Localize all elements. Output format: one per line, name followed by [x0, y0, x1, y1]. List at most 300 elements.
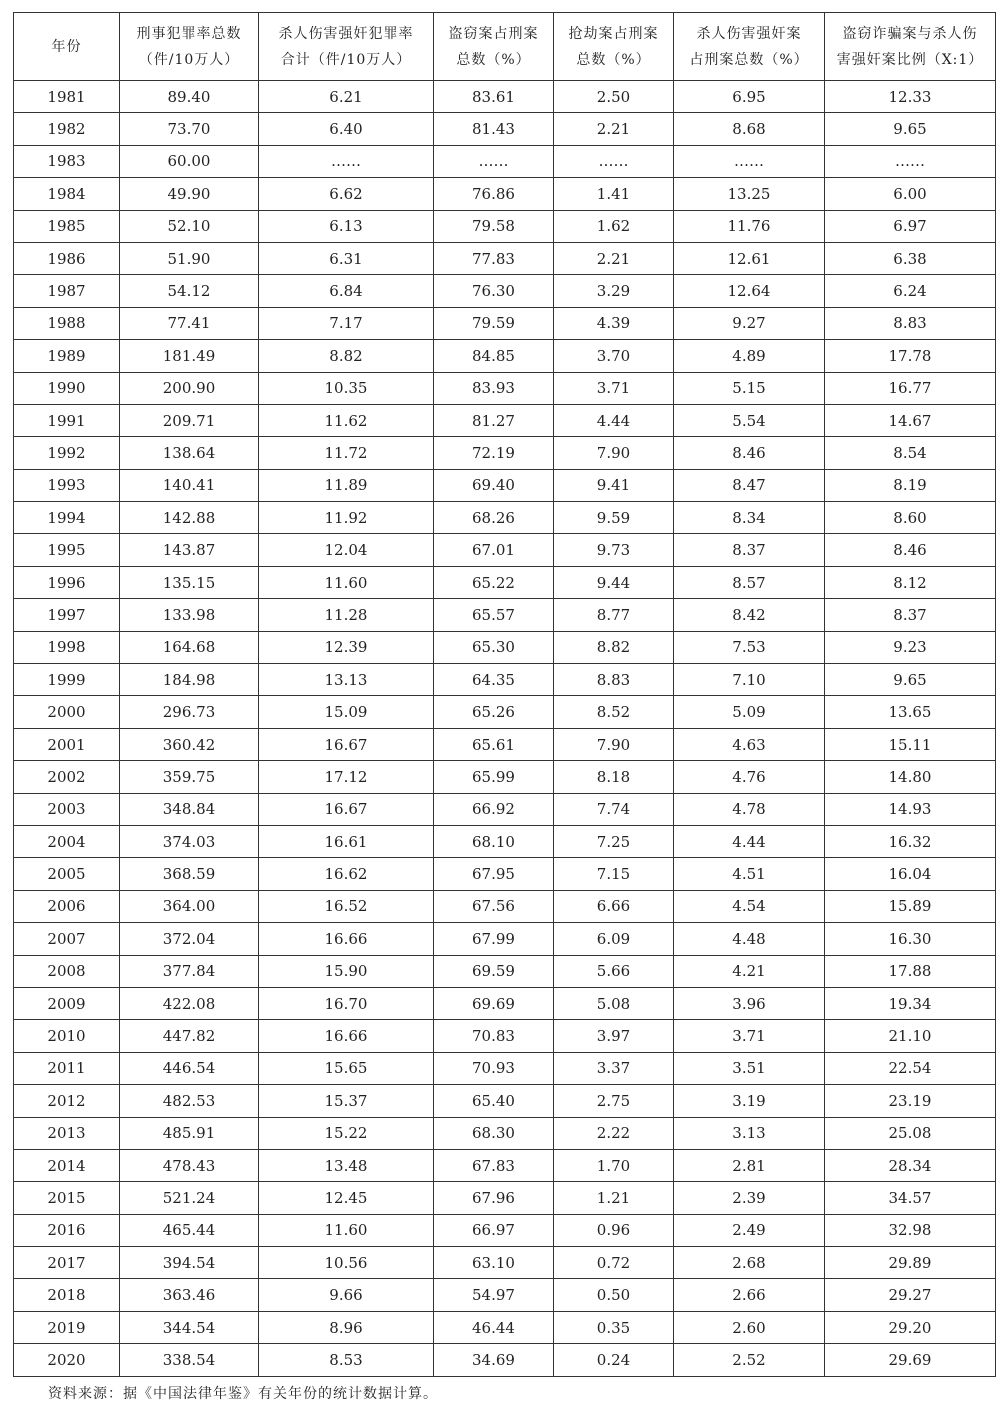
value-cell: 7.90: [554, 437, 674, 469]
value-cell: 4.21: [674, 955, 825, 987]
value-cell: 13.48: [259, 1149, 434, 1181]
value-cell: 81.43: [434, 113, 554, 145]
table-row: [14, 1149, 996, 1181]
value-cell: 14.67: [825, 404, 996, 436]
value-cell: 1.41: [554, 178, 674, 210]
value-cell: 6.13: [259, 210, 434, 242]
year-cell: 2014: [14, 1149, 120, 1181]
value-cell: 12.61: [674, 242, 825, 274]
value-cell: 34.57: [825, 1182, 996, 1214]
value-cell: 133.98: [120, 599, 259, 631]
year-cell: 2020: [14, 1344, 120, 1376]
value-cell: 7.74: [554, 793, 674, 825]
value-cell: 17.88: [825, 955, 996, 987]
table-row: [14, 1214, 996, 1246]
value-cell: 0.72: [554, 1247, 674, 1279]
table-row: [14, 825, 996, 857]
table-row: [14, 1085, 996, 1117]
value-cell: 84.85: [434, 340, 554, 372]
year-cell: 2001: [14, 728, 120, 760]
value-cell: 3.97: [554, 1020, 674, 1052]
value-cell: 3.37: [554, 1052, 674, 1084]
value-cell: 72.19: [434, 437, 554, 469]
value-cell: 9.41: [554, 469, 674, 501]
value-cell: 34.69: [434, 1344, 554, 1376]
year-cell: 2019: [14, 1311, 120, 1343]
value-cell: 4.89: [674, 340, 825, 372]
year-cell: 1986: [14, 242, 120, 274]
value-cell: 4.63: [674, 728, 825, 760]
value-cell: 12.04: [259, 534, 434, 566]
value-cell: 32.98: [825, 1214, 996, 1246]
table-row: [14, 1052, 996, 1084]
value-cell: 68.30: [434, 1117, 554, 1149]
value-cell: 5.54: [674, 404, 825, 436]
year-cell: 2007: [14, 923, 120, 955]
value-cell: 11.62: [259, 404, 434, 436]
value-cell: 142.88: [120, 502, 259, 534]
value-cell: 17.78: [825, 340, 996, 372]
value-cell: 1.21: [554, 1182, 674, 1214]
value-cell: 2.21: [554, 113, 674, 145]
value-cell: 6.66: [554, 890, 674, 922]
table-row: [14, 1020, 996, 1052]
value-cell: 8.83: [554, 664, 674, 696]
year-cell: 2015: [14, 1182, 120, 1214]
value-cell: 66.97: [434, 1214, 554, 1246]
value-cell: 81.27: [434, 404, 554, 436]
column-header-line: 总数（%）: [456, 51, 531, 68]
value-cell: 15.65: [259, 1052, 434, 1084]
value-cell: 8.37: [674, 534, 825, 566]
value-cell: 8.82: [554, 631, 674, 663]
column-header: [120, 13, 259, 81]
value-cell: 8.18: [554, 761, 674, 793]
value-cell: 15.89: [825, 890, 996, 922]
value-cell: 65.26: [434, 696, 554, 728]
value-cell: 209.71: [120, 404, 259, 436]
value-cell: 67.96: [434, 1182, 554, 1214]
value-cell: 4.76: [674, 761, 825, 793]
column-header: [674, 13, 825, 81]
value-cell: 69.40: [434, 469, 554, 501]
value-cell: ……: [674, 145, 825, 177]
value-cell: 13.13: [259, 664, 434, 696]
value-cell: 4.44: [554, 404, 674, 436]
table-row: [14, 631, 996, 663]
value-cell: 12.45: [259, 1182, 434, 1214]
value-cell: 16.67: [259, 728, 434, 760]
value-cell: 3.71: [554, 372, 674, 404]
column-header-line: 杀人伤害强奸案: [696, 25, 802, 42]
value-cell: 28.34: [825, 1149, 996, 1181]
value-cell: 23.19: [825, 1085, 996, 1117]
value-cell: 11.89: [259, 469, 434, 501]
value-cell: 138.64: [120, 437, 259, 469]
value-cell: 2.60: [674, 1311, 825, 1343]
value-cell: 338.54: [120, 1344, 259, 1376]
value-cell: 8.19: [825, 469, 996, 501]
table-body: [14, 81, 996, 1377]
year-cell: 2013: [14, 1117, 120, 1149]
value-cell: 6.00: [825, 178, 996, 210]
table-row: [14, 1182, 996, 1214]
value-cell: 22.54: [825, 1052, 996, 1084]
value-cell: 14.93: [825, 793, 996, 825]
year-cell: 1988: [14, 307, 120, 339]
table-row: [14, 566, 996, 598]
table-row: [14, 1247, 996, 1279]
value-cell: 17.12: [259, 761, 434, 793]
value-cell: 65.99: [434, 761, 554, 793]
year-cell: 2009: [14, 987, 120, 1019]
value-cell: 54.97: [434, 1279, 554, 1311]
value-cell: 9.23: [825, 631, 996, 663]
value-cell: 5.15: [674, 372, 825, 404]
value-cell: 10.56: [259, 1247, 434, 1279]
value-cell: 6.62: [259, 178, 434, 210]
value-cell: 60.00: [120, 145, 259, 177]
value-cell: 29.69: [825, 1344, 996, 1376]
value-cell: 344.54: [120, 1311, 259, 1343]
value-cell: 16.52: [259, 890, 434, 922]
source-note: 资料来源：据《中国法律年鉴》有关年份的统计数据计算。: [48, 1386, 438, 1402]
table-row: [14, 275, 996, 307]
value-cell: 68.26: [434, 502, 554, 534]
value-cell: 51.90: [120, 242, 259, 274]
value-cell: 16.62: [259, 858, 434, 890]
value-cell: 65.22: [434, 566, 554, 598]
table-row: [14, 987, 996, 1019]
value-cell: 8.46: [825, 534, 996, 566]
value-cell: 79.58: [434, 210, 554, 242]
value-cell: 6.95: [674, 81, 825, 113]
table-row: [14, 404, 996, 436]
value-cell: 181.49: [120, 340, 259, 372]
table-row: [14, 1344, 996, 1376]
table-row: [14, 502, 996, 534]
value-cell: 8.77: [554, 599, 674, 631]
table-row: [14, 696, 996, 728]
value-cell: 0.35: [554, 1311, 674, 1343]
value-cell: 16.66: [259, 1020, 434, 1052]
value-cell: 89.40: [120, 81, 259, 113]
value-cell: 8.42: [674, 599, 825, 631]
value-cell: 49.90: [120, 178, 259, 210]
value-cell: 68.10: [434, 825, 554, 857]
value-cell: 200.90: [120, 372, 259, 404]
year-cell: 1991: [14, 404, 120, 436]
value-cell: 4.78: [674, 793, 825, 825]
value-cell: 3.96: [674, 987, 825, 1019]
year-cell: 2006: [14, 890, 120, 922]
value-cell: 140.41: [120, 469, 259, 501]
crime-statistics-table-container: [13, 12, 995, 1377]
crime-statistics-table: [13, 12, 996, 1377]
value-cell: ……: [434, 145, 554, 177]
value-cell: 29.27: [825, 1279, 996, 1311]
column-header-line: 抢劫案占刑案: [568, 25, 659, 42]
year-cell: 2004: [14, 825, 120, 857]
year-cell: 1985: [14, 210, 120, 242]
value-cell: ……: [825, 145, 996, 177]
value-cell: 65.57: [434, 599, 554, 631]
value-cell: 2.68: [674, 1247, 825, 1279]
value-cell: 52.10: [120, 210, 259, 242]
year-cell: 1999: [14, 664, 120, 696]
year-cell: 1996: [14, 566, 120, 598]
value-cell: 25.08: [825, 1117, 996, 1149]
value-cell: 8.52: [554, 696, 674, 728]
value-cell: 54.12: [120, 275, 259, 307]
value-cell: 3.19: [674, 1085, 825, 1117]
table-row: [14, 1311, 996, 1343]
year-cell: 1981: [14, 81, 120, 113]
table-row: [14, 340, 996, 372]
value-cell: 368.59: [120, 858, 259, 890]
value-cell: 12.64: [674, 275, 825, 307]
value-cell: 447.82: [120, 1020, 259, 1052]
value-cell: 8.60: [825, 502, 996, 534]
value-cell: 8.82: [259, 340, 434, 372]
value-cell: 0.96: [554, 1214, 674, 1246]
value-cell: 13.65: [825, 696, 996, 728]
column-header-line: 合计（件/10万人）: [280, 51, 412, 68]
value-cell: 7.10: [674, 664, 825, 696]
value-cell: 16.61: [259, 825, 434, 857]
value-cell: 29.89: [825, 1247, 996, 1279]
value-cell: 16.04: [825, 858, 996, 890]
value-cell: 66.92: [434, 793, 554, 825]
value-cell: 83.93: [434, 372, 554, 404]
value-cell: 364.00: [120, 890, 259, 922]
value-cell: 73.70: [120, 113, 259, 145]
value-cell: 70.83: [434, 1020, 554, 1052]
year-cell: 2011: [14, 1052, 120, 1084]
table-row: [14, 664, 996, 696]
column-header-line: 占刑案总数（%）: [689, 51, 809, 68]
year-cell: 1989: [14, 340, 120, 372]
value-cell: 4.39: [554, 307, 674, 339]
value-cell: 184.98: [120, 664, 259, 696]
value-cell: 8.83: [825, 307, 996, 339]
value-cell: 5.08: [554, 987, 674, 1019]
value-cell: 359.75: [120, 761, 259, 793]
table-row: [14, 145, 996, 177]
value-cell: 13.25: [674, 178, 825, 210]
year-cell: 1990: [14, 372, 120, 404]
table-row: [14, 1117, 996, 1149]
value-cell: 5.66: [554, 955, 674, 987]
value-cell: 79.59: [434, 307, 554, 339]
value-cell: 135.15: [120, 566, 259, 598]
value-cell: 12.39: [259, 631, 434, 663]
value-cell: 15.11: [825, 728, 996, 760]
column-header-line: 杀人伤害强奸犯罪率: [278, 25, 414, 42]
year-cell: 1987: [14, 275, 120, 307]
value-cell: 67.56: [434, 890, 554, 922]
value-cell: 21.10: [825, 1020, 996, 1052]
value-cell: 2.81: [674, 1149, 825, 1181]
year-cell: 2018: [14, 1279, 120, 1311]
value-cell: 67.01: [434, 534, 554, 566]
value-cell: 6.84: [259, 275, 434, 307]
value-cell: 0.24: [554, 1344, 674, 1376]
table-row: [14, 242, 996, 274]
value-cell: 11.60: [259, 1214, 434, 1246]
column-header-line: 盗窃诈骗案与杀人伤: [842, 25, 978, 42]
year-cell: 1994: [14, 502, 120, 534]
value-cell: 7.17: [259, 307, 434, 339]
table-row: [14, 469, 996, 501]
value-cell: 69.59: [434, 955, 554, 987]
value-cell: 478.43: [120, 1149, 259, 1181]
value-cell: 9.65: [825, 113, 996, 145]
year-cell: 1998: [14, 631, 120, 663]
value-cell: 6.24: [825, 275, 996, 307]
value-cell: 3.71: [674, 1020, 825, 1052]
year-cell: 2010: [14, 1020, 120, 1052]
year-cell: 2012: [14, 1085, 120, 1117]
value-cell: 15.22: [259, 1117, 434, 1149]
value-cell: 63.10: [434, 1247, 554, 1279]
value-cell: 2.39: [674, 1182, 825, 1214]
value-cell: 7.25: [554, 825, 674, 857]
value-cell: 2.21: [554, 242, 674, 274]
value-cell: 6.31: [259, 242, 434, 274]
value-cell: 394.54: [120, 1247, 259, 1279]
table-row: [14, 210, 996, 242]
table-row: [14, 890, 996, 922]
value-cell: 377.84: [120, 955, 259, 987]
table-row: [14, 793, 996, 825]
value-cell: 3.51: [674, 1052, 825, 1084]
value-cell: 422.08: [120, 987, 259, 1019]
value-cell: 143.87: [120, 534, 259, 566]
year-cell: 1992: [14, 437, 120, 469]
value-cell: 6.09: [554, 923, 674, 955]
value-cell: 485.91: [120, 1117, 259, 1149]
column-header-line: 刑事犯罪率总数: [136, 25, 242, 42]
value-cell: 1.62: [554, 210, 674, 242]
value-cell: 65.30: [434, 631, 554, 663]
value-cell: 6.38: [825, 242, 996, 274]
table-row: [14, 307, 996, 339]
value-cell: 8.12: [825, 566, 996, 598]
value-cell: 372.04: [120, 923, 259, 955]
table-row: [14, 113, 996, 145]
column-header: [434, 13, 554, 81]
value-cell: 3.29: [554, 275, 674, 307]
value-cell: 83.61: [434, 81, 554, 113]
year-cell: 2002: [14, 761, 120, 793]
column-header-line: 盗窃案占刑案: [448, 25, 539, 42]
value-cell: 12.33: [825, 81, 996, 113]
value-cell: 9.66: [259, 1279, 434, 1311]
table-row: [14, 761, 996, 793]
value-cell: 360.42: [120, 728, 259, 760]
value-cell: 1.70: [554, 1149, 674, 1181]
column-header: [825, 13, 996, 81]
value-cell: 67.83: [434, 1149, 554, 1181]
table-row: [14, 437, 996, 469]
value-cell: 15.37: [259, 1085, 434, 1117]
column-header: [14, 13, 120, 81]
value-cell: 16.67: [259, 793, 434, 825]
value-cell: 6.97: [825, 210, 996, 242]
value-cell: 363.46: [120, 1279, 259, 1311]
value-cell: 8.54: [825, 437, 996, 469]
column-header-line: （件/10万人）: [138, 51, 240, 68]
year-cell: 1983: [14, 145, 120, 177]
value-cell: 521.24: [120, 1182, 259, 1214]
table-row: [14, 81, 996, 113]
value-cell: 19.34: [825, 987, 996, 1019]
value-cell: 8.57: [674, 566, 825, 598]
value-cell: 4.48: [674, 923, 825, 955]
value-cell: ……: [259, 145, 434, 177]
value-cell: 2.66: [674, 1279, 825, 1311]
year-cell: 1984: [14, 178, 120, 210]
table-row: [14, 534, 996, 566]
value-cell: 11.92: [259, 502, 434, 534]
table-header-row: [14, 13, 996, 81]
value-cell: 2.22: [554, 1117, 674, 1149]
value-cell: 64.35: [434, 664, 554, 696]
value-cell: 8.53: [259, 1344, 434, 1376]
year-cell: 1995: [14, 534, 120, 566]
table-row: [14, 923, 996, 955]
year-cell: 1997: [14, 599, 120, 631]
value-cell: 76.86: [434, 178, 554, 210]
value-cell: ……: [554, 145, 674, 177]
value-cell: 296.73: [120, 696, 259, 728]
value-cell: 16.30: [825, 923, 996, 955]
value-cell: 9.59: [554, 502, 674, 534]
value-cell: 9.27: [674, 307, 825, 339]
value-cell: 7.90: [554, 728, 674, 760]
table-row: [14, 599, 996, 631]
value-cell: 16.70: [259, 987, 434, 1019]
value-cell: 482.53: [120, 1085, 259, 1117]
value-cell: 29.20: [825, 1311, 996, 1343]
value-cell: 348.84: [120, 793, 259, 825]
table-row: [14, 955, 996, 987]
value-cell: 8.96: [259, 1311, 434, 1343]
value-cell: 76.30: [434, 275, 554, 307]
value-cell: 16.77: [825, 372, 996, 404]
value-cell: 65.40: [434, 1085, 554, 1117]
value-cell: 8.34: [674, 502, 825, 534]
value-cell: 6.40: [259, 113, 434, 145]
value-cell: 15.09: [259, 696, 434, 728]
value-cell: 7.15: [554, 858, 674, 890]
value-cell: 0.50: [554, 1279, 674, 1311]
value-cell: 4.44: [674, 825, 825, 857]
value-cell: 9.44: [554, 566, 674, 598]
value-cell: 77.41: [120, 307, 259, 339]
column-header: [259, 13, 434, 81]
value-cell: 374.03: [120, 825, 259, 857]
table-row: [14, 1279, 996, 1311]
year-cell: 2016: [14, 1214, 120, 1246]
value-cell: 67.99: [434, 923, 554, 955]
value-cell: 6.21: [259, 81, 434, 113]
value-cell: 4.54: [674, 890, 825, 922]
value-cell: 8.47: [674, 469, 825, 501]
value-cell: 77.83: [434, 242, 554, 274]
year-cell: 1982: [14, 113, 120, 145]
